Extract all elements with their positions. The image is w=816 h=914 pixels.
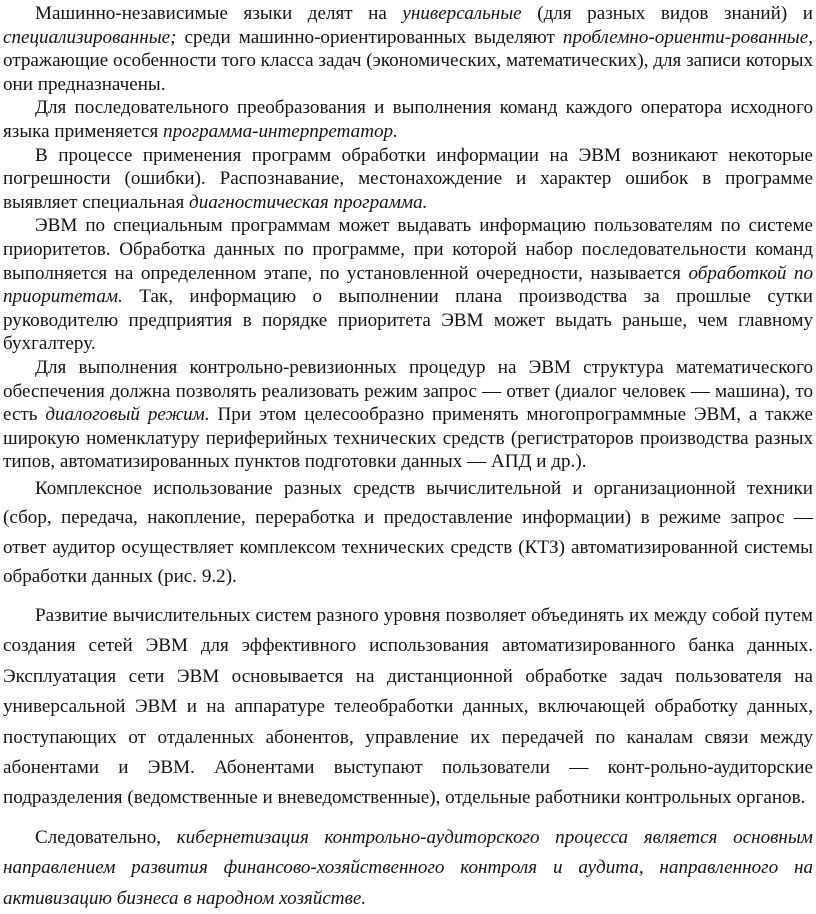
text-fragment: Развитие вычислительных систем разного уровня позволяет объединять их между собой путем создания сетей ЭВМ для эффективного использования автоматизированного банка данных. Эксплуатация сети ЭВМ основывается на дистанционной обработке задач пользователя на универсальной ЭВМ и на аппаратуре телеобработки данных, включающей обработку данных, поступающих от отдаленных абонентов, управление их передачей по каналам связи между абонентами и ЭВМ. Абонентами выступают пользователи — конт-рольно-аудиторские подразделения (ведомственные и вневедомственные), отдельные работники контрольных органов. — [3, 604, 813, 809]
term-cybernetization: кибернетизация контрольно-аудиторского процесса является основным направлением развития финансово-хозяйственного контроля и аудита, направленного на активизацию бизнеса в народном хозяйстве. — [3, 826, 813, 909]
paragraph-conclusion — [3, 823, 813, 914]
paragraph-languages — [3, 2, 813, 96]
term-priority-processing: обработкой по приоритетам. — [3, 262, 813, 308]
text-fragment: Следовательно, — [35, 826, 177, 848]
text-fragment: отражающие особенности того класса задач (экономических, математических), для записи которых они предназначены. — [3, 50, 813, 95]
term-problem-oriented: проблемно-ориенти-рованные, — [562, 26, 813, 48]
text-fragment: ЭВМ по специальным программам может выдавать информацию пользователям по системе приоритетов. Обработка данных по программе, при которой набор последовательности команд выполняется на определенном этапе, по установленной очередности, называется — [3, 215, 813, 284]
paragraph-diagnostics — [3, 144, 813, 215]
text-fragment: Для последовательного преобразования и выполнения команд каждого оператора исходного языка применяется — [3, 97, 813, 142]
text-fragment: (для разных видов знаний) и — [521, 3, 813, 24]
paragraph-dialog-mode — [3, 356, 813, 474]
text-fragment: Машинно-независимые языки делят на — [35, 3, 403, 24]
text-fragment: Комплексное использование разных средств вычислительной и организационной техники (сбор, передача, накопление, переработка и предоставление информации) в режиме запрос — ответ аудитор осуществляет комплексом технических средств (КТЗ) автоматизированной системы обработки данных (рис. 9.2). — [3, 477, 813, 588]
paragraph-complex-usage — [3, 474, 813, 592]
term-diagnostic-program: диагностическая программа. — [189, 191, 428, 213]
term-specialized: специализированные; — [3, 26, 177, 48]
term-dialog-mode: диалоговый режим. — [45, 404, 210, 426]
text-fragment: Для выполнения контрольно-ревизионных процедур на ЭВМ структура математического обеспечения должна позволять реализовать режим запрос — ответ (диалог человек — машина), то есть — [3, 356, 813, 426]
term-universal: универсальные — [402, 3, 522, 24]
text-fragment: среди машинно-ориентированных выделяют — [176, 26, 563, 48]
text-fragment: Так, информацию о выполнении плана производства за прошлые сутки руководителю предприятия в порядке приоритета ЭВМ может выдать раньше, чем главному бухгалтеру. — [3, 286, 813, 355]
text-fragment: При этом целесообразно применять многопрограммные ЭВМ, а также широкую номенклатуру периферийных технических средств (регистраторов производства разных типов, автоматизированных пунктов подготовки данных — АПД и др.). — [3, 404, 813, 473]
paragraph-networks — [3, 601, 813, 814]
text-fragment: В процессе применения программ обработки информации на ЭВМ возникают некоторые погрешности (ошибки). Распознавание, местонахождение и характер ошибок в программе выявляет специальная — [3, 144, 813, 213]
paragraph-interpreter — [3, 96, 813, 143]
paragraph-priorities — [3, 214, 813, 356]
term-interpreter: программа-интерпретатор. — [163, 120, 398, 142]
